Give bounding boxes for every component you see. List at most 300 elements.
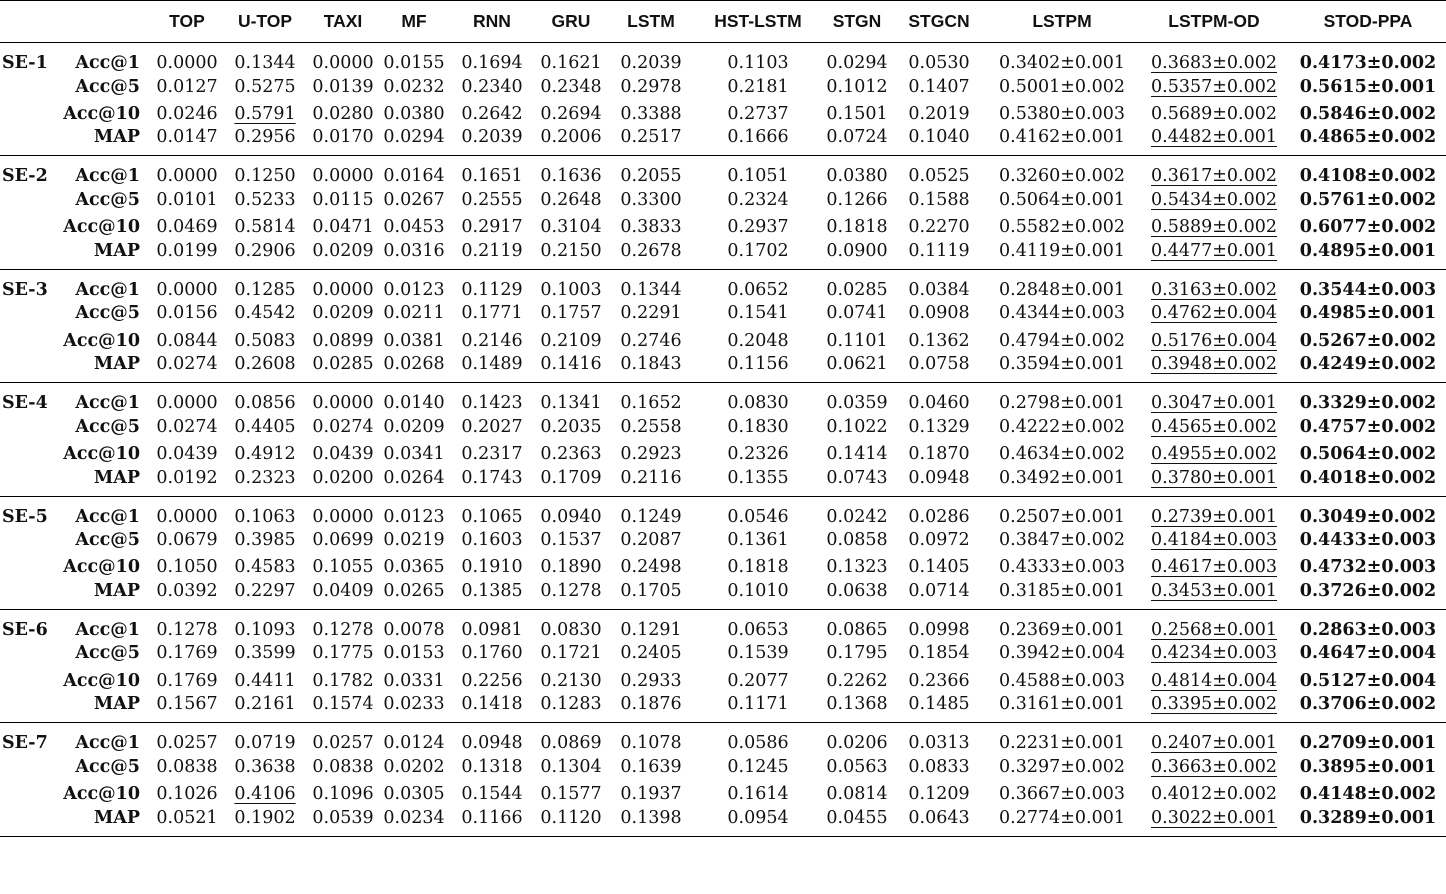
cell-value: 0.1757: [540, 303, 602, 324]
column-header: [0, 1, 60, 43]
table-cell: [308, 269, 378, 300]
group-label: SE-4: [2, 393, 48, 414]
cell-value: 0.4565±0.002: [1151, 416, 1277, 437]
table-cell: [608, 753, 694, 780]
table-row: [0, 354, 1446, 383]
table-cell: [378, 413, 450, 440]
table-cell: [152, 527, 222, 554]
table-row: [0, 43, 1446, 74]
table-cell: [222, 327, 308, 354]
cell-value: 0.0305: [383, 784, 445, 805]
cell-value: 0.0206: [826, 733, 888, 754]
table-cell: [378, 269, 450, 300]
cell-value: 0.5127±0.004: [1299, 670, 1437, 691]
table-cell: [822, 694, 892, 723]
table-cell: [378, 73, 450, 100]
table-cell: [986, 527, 1138, 554]
cell-value: 0.1743: [461, 467, 523, 488]
table-cell: [534, 241, 608, 270]
table-cell: [152, 667, 222, 694]
table-cell: [608, 327, 694, 354]
table-cell: [892, 127, 986, 156]
table-cell: [694, 527, 822, 554]
cell-value: 0.2161: [234, 694, 296, 715]
table-cell: [152, 100, 222, 127]
cell-value: 0.4865±0.002: [1299, 127, 1437, 148]
table-cell: [378, 723, 450, 754]
table-cell: [450, 640, 534, 667]
cell-value: 0.0460: [908, 393, 970, 414]
table-cell: [694, 413, 822, 440]
cell-value: 0.0078: [383, 619, 445, 640]
table-cell: [534, 43, 608, 74]
cell-value: 0.2035: [540, 416, 602, 437]
table-cell: [1138, 667, 1290, 694]
table-cell: [308, 156, 378, 187]
cell-value: 0.2746: [620, 330, 682, 351]
cell-value: 0.0981: [461, 619, 523, 640]
table-row: [0, 554, 1446, 581]
cell-value: 0.0814: [826, 784, 888, 805]
table-row: [0, 383, 1446, 414]
cell-value: 0.5275: [234, 76, 296, 97]
table-cell: [378, 496, 450, 527]
cell-value: 0.1574: [312, 694, 374, 715]
cell-value: 0.2317: [461, 443, 523, 464]
table-cell: [534, 73, 608, 100]
table-cell: [1290, 667, 1446, 694]
cell-value: 0.2146: [461, 330, 523, 351]
cell-value: 0.0856: [234, 393, 296, 414]
table-cell: [986, 554, 1138, 581]
table-cell: [534, 667, 608, 694]
group-label: [0, 554, 60, 581]
cell-value: 0.5176±0.004: [1151, 330, 1277, 351]
table-cell: [892, 327, 986, 354]
table-cell: [308, 43, 378, 74]
table-cell: [534, 354, 608, 383]
table-cell: [822, 581, 892, 610]
table-cell: [986, 241, 1138, 270]
cell-value: 0.2006: [540, 127, 602, 148]
table-cell: [222, 43, 308, 74]
table-cell: [534, 186, 608, 213]
table-cell: [222, 780, 308, 807]
cell-value: 0.1830: [727, 416, 789, 437]
cell-value: 0.0124: [383, 733, 445, 754]
table-cell: [308, 354, 378, 383]
table-cell: [152, 440, 222, 467]
cell-value: 0.1636: [540, 166, 602, 187]
table-cell: [608, 354, 694, 383]
cell-value: 0.3895±0.001: [1299, 756, 1437, 777]
cell-value: 0.0719: [234, 733, 296, 754]
cell-value: 0.3985: [234, 530, 296, 551]
table-cell: [694, 468, 822, 497]
cell-value: 0.0000: [156, 53, 218, 73]
cell-value: 0.2039: [620, 53, 682, 73]
group-label: [0, 753, 60, 780]
table-cell: [378, 440, 450, 467]
cell-value: 0.0380: [826, 166, 888, 187]
table-cell: [1138, 753, 1290, 780]
metric-label: MAP: [93, 127, 140, 148]
table-cell: [450, 214, 534, 241]
cell-value: 0.3329±0.002: [1299, 393, 1437, 414]
cell-value: 0.0000: [312, 279, 374, 300]
cell-value: 0.1093: [234, 619, 296, 640]
table-cell: [308, 640, 378, 667]
group-label: SE-2: [2, 166, 48, 187]
table-cell: [694, 440, 822, 467]
table-cell: [694, 156, 822, 187]
cell-value: 0.3185±0.001: [999, 580, 1125, 601]
cell-value: 0.0285: [312, 354, 374, 375]
cell-value: 0.1385: [461, 580, 523, 601]
metric-label: Acc@1: [75, 506, 140, 527]
cell-value: 0.2027: [461, 416, 523, 437]
cell-value: 0.1651: [461, 166, 523, 187]
table-cell: [892, 214, 986, 241]
table-cell: [822, 496, 892, 527]
cell-value: 0.1010: [727, 580, 789, 601]
table-cell: [892, 100, 986, 127]
cell-value: 0.2648: [540, 189, 602, 210]
cell-value: 0.0530: [908, 53, 970, 73]
table-cell: [1138, 780, 1290, 807]
table-cell: [308, 581, 378, 610]
metric-label: MAP: [93, 694, 140, 715]
table-cell: [986, 127, 1138, 156]
table-cell: [222, 694, 308, 723]
table-cell: [608, 43, 694, 74]
table-cell: [308, 468, 378, 497]
group-label: [0, 440, 60, 467]
cell-value: 0.4647±0.004: [1299, 643, 1437, 664]
cell-value: 0.2326: [727, 443, 789, 464]
table-cell: [1138, 609, 1290, 640]
table-cell: [308, 554, 378, 581]
cell-value: 0.0285: [826, 279, 888, 300]
column-header: STOD-PPA: [1323, 11, 1413, 31]
table-row: [0, 667, 1446, 694]
cell-value: 0.3402±0.001: [999, 53, 1125, 73]
cell-value: 0.1588: [908, 189, 970, 210]
table-cell: [450, 723, 534, 754]
table-cell: [1290, 127, 1446, 156]
table-cell: [534, 413, 608, 440]
table-cell: [378, 100, 450, 127]
cell-value: 0.5615±0.001: [1299, 76, 1437, 97]
cell-value: 0.0838: [156, 756, 218, 777]
table-cell: [308, 440, 378, 467]
table-row: [0, 440, 1446, 467]
cell-value: 0.2116: [620, 467, 682, 488]
cell-value: 0.5380±0.003: [999, 103, 1125, 124]
cell-value: 0.0209: [312, 303, 374, 324]
cell-value: 0.4617±0.003: [1151, 557, 1277, 578]
cell-value: 0.0638: [826, 580, 888, 601]
table-cell: [308, 241, 378, 270]
cell-value: 0.1666: [727, 127, 789, 148]
cell-value: 0.0833: [908, 756, 970, 777]
cell-value: 0.4012±0.002: [1151, 784, 1277, 805]
cell-value: 0.1249: [620, 506, 682, 527]
cell-value: 0.2498: [620, 557, 682, 578]
metric-label: Acc@5: [75, 303, 140, 324]
table-cell: [378, 127, 450, 156]
table-cell: [608, 100, 694, 127]
cell-value: 0.0869: [540, 733, 602, 754]
table-row: [0, 527, 1446, 554]
table-row: [0, 496, 1446, 527]
table-cell: [986, 468, 1138, 497]
cell-value: 0.1266: [826, 189, 888, 210]
table-cell: [608, 413, 694, 440]
cell-value: 0.2231±0.001: [999, 733, 1125, 754]
cell-value: 0.0257: [312, 733, 374, 754]
table-cell: [1290, 413, 1446, 440]
group-label: [0, 667, 60, 694]
cell-value: 0.4814±0.004: [1151, 670, 1277, 691]
metric-label: Acc@5: [75, 76, 140, 97]
group-label: [0, 214, 60, 241]
cell-value: 0.0699: [312, 530, 374, 551]
cell-value: 0.3638: [234, 756, 296, 777]
table-cell: [378, 214, 450, 241]
cell-value: 0.1103: [727, 53, 789, 73]
cell-value: 0.2087: [620, 530, 682, 551]
metric-label: Acc@10: [63, 330, 140, 351]
table-cell: [152, 780, 222, 807]
table-row: [0, 808, 1446, 837]
cell-value: 0.0621: [826, 354, 888, 375]
cell-value: 0.0164: [383, 166, 445, 187]
cell-value: 0.0858: [826, 530, 888, 551]
cell-value: 0.1694: [461, 53, 523, 73]
cell-value: 0.0998: [908, 619, 970, 640]
table-cell: [534, 780, 608, 807]
group-label: SE-6: [2, 619, 48, 640]
cell-value: 0.1278: [156, 619, 218, 640]
table-cell: [1138, 100, 1290, 127]
table-row: [0, 413, 1446, 440]
table-cell: [986, 413, 1138, 440]
cell-value: 0.2077: [727, 670, 789, 691]
table-cell: [608, 440, 694, 467]
cell-value: 0.2694: [540, 103, 602, 124]
table-cell: [152, 186, 222, 213]
table-cell: [450, 609, 534, 640]
table-cell: [1138, 554, 1290, 581]
table-cell: [450, 753, 534, 780]
cell-value: 0.0341: [383, 443, 445, 464]
table-cell: [450, 667, 534, 694]
cell-value: 0.2558: [620, 416, 682, 437]
cell-value: 0.0652: [727, 279, 789, 300]
table-cell: [822, 753, 892, 780]
table-cell: [822, 667, 892, 694]
cell-value: 0.0313: [908, 733, 970, 754]
table-cell: [450, 468, 534, 497]
table-cell: [222, 667, 308, 694]
cell-value: 0.2150: [540, 240, 602, 261]
table-cell: [534, 269, 608, 300]
group-label: [0, 241, 60, 270]
table-cell: [1290, 554, 1446, 581]
cell-value: 0.3395±0.002: [1151, 694, 1277, 715]
cell-value: 0.1278: [540, 580, 602, 601]
table-row: [0, 127, 1446, 156]
cell-value: 0.0274: [312, 416, 374, 437]
cell-value: 0.2405: [620, 643, 682, 664]
table-cell: [534, 440, 608, 467]
table-row: [0, 327, 1446, 354]
cell-value: 0.4405: [234, 416, 296, 437]
metric-label: Acc@10: [63, 103, 140, 124]
cell-value: 0.4482±0.001: [1151, 127, 1277, 148]
table-cell: [822, 241, 892, 270]
cell-value: 0.1854: [908, 643, 970, 664]
cell-value: 0.0123: [383, 279, 445, 300]
table-cell: [822, 554, 892, 581]
cell-value: 0.0844: [156, 330, 218, 351]
group-label: [0, 354, 60, 383]
cell-value: 0.0000: [156, 166, 218, 187]
table-cell: [1290, 100, 1446, 127]
table-cell: [450, 73, 534, 100]
table-cell: [608, 723, 694, 754]
table-cell: [152, 43, 222, 74]
table-body: [0, 43, 1446, 837]
cell-value: 0.2130: [540, 670, 602, 691]
cell-value: 0.0233: [383, 694, 445, 715]
table-cell: [222, 156, 308, 187]
table-cell: [892, 753, 986, 780]
table-cell: [892, 186, 986, 213]
table-cell: [892, 269, 986, 300]
cell-value: 0.1362: [908, 330, 970, 351]
table-cell: [222, 808, 308, 837]
table-cell: [222, 640, 308, 667]
table-cell: [450, 527, 534, 554]
table-cell: [152, 581, 222, 610]
column-header: RNN: [473, 11, 511, 31]
table-cell: [822, 43, 892, 74]
table-cell: [152, 73, 222, 100]
table-cell: [1138, 496, 1290, 527]
table-cell: [450, 127, 534, 156]
cell-value: 0.1782: [312, 670, 374, 691]
cell-value: 0.4433±0.003: [1299, 530, 1437, 551]
table-cell: [694, 753, 822, 780]
cell-value: 0.1876: [620, 694, 682, 715]
table-cell: [378, 186, 450, 213]
table-cell: [892, 581, 986, 610]
cell-value: 0.5582±0.002: [999, 217, 1125, 238]
column-header: U-TOP: [237, 11, 293, 31]
cell-value: 0.1250: [234, 166, 296, 187]
table-cell: [694, 780, 822, 807]
cell-value: 0.4634±0.002: [999, 443, 1125, 464]
cell-value: 0.0156: [156, 303, 218, 324]
table-cell: [822, 383, 892, 414]
cell-value: 0.1567: [156, 694, 218, 715]
cell-value: 0.0000: [312, 166, 374, 187]
table-cell: [1290, 186, 1446, 213]
table-cell: [1138, 383, 1290, 414]
group-label: [0, 468, 60, 497]
table-cell: [534, 327, 608, 354]
table-cell: [308, 694, 378, 723]
table-cell: [986, 354, 1138, 383]
cell-value: 0.1423: [461, 393, 523, 414]
table-cell: [534, 214, 608, 241]
table-cell: [152, 640, 222, 667]
cell-value: 0.3706±0.002: [1299, 694, 1437, 715]
table-cell: [534, 300, 608, 327]
table-cell: [822, 300, 892, 327]
cell-value: 0.5791: [234, 103, 296, 124]
table-cell: [1290, 753, 1446, 780]
cell-value: 0.4732±0.003: [1299, 557, 1437, 578]
table-cell: [1138, 694, 1290, 723]
cell-value: 0.2369±0.001: [999, 619, 1125, 640]
cell-value: 0.0331: [383, 670, 445, 691]
cell-value: 0.2324: [727, 189, 789, 210]
table-cell: [308, 413, 378, 440]
cell-value: 0.0439: [312, 443, 374, 464]
table-cell: [694, 667, 822, 694]
cell-value: 0.5083: [234, 330, 296, 351]
table-cell: [1138, 186, 1290, 213]
cell-value: 0.3948±0.002: [1151, 354, 1277, 375]
cell-value: 0.4344±0.003: [999, 303, 1125, 324]
cell-value: 0.1795: [826, 643, 888, 664]
cell-value: 0.2739±0.001: [1151, 506, 1277, 527]
table-cell: [892, 808, 986, 837]
table-cell: [694, 327, 822, 354]
cell-value: 0.4119±0.001: [999, 240, 1125, 261]
header-row: [0, 1, 1446, 43]
cell-value: 0.2863±0.003: [1299, 619, 1437, 640]
cell-value: 0.2555: [461, 189, 523, 210]
table-cell: [152, 156, 222, 187]
table-cell: [450, 241, 534, 270]
table-row: [0, 156, 1446, 187]
cell-value: 0.1407: [908, 76, 970, 97]
cell-value: 0.2507±0.001: [999, 506, 1125, 527]
table-cell: [152, 354, 222, 383]
cell-value: 0.0586: [727, 733, 789, 754]
table-cell: [608, 609, 694, 640]
table-cell: [222, 440, 308, 467]
cell-value: 0.4173±0.002: [1299, 53, 1437, 73]
table-cell: [1290, 694, 1446, 723]
cell-value: 0.2956: [234, 127, 296, 148]
table-cell: [308, 327, 378, 354]
table-cell: [534, 753, 608, 780]
table-cell: [892, 527, 986, 554]
cell-value: 0.1285: [234, 279, 296, 300]
cell-value: 0.3726±0.002: [1299, 580, 1437, 601]
table-cell: [1138, 640, 1290, 667]
cell-value: 0.1398: [620, 807, 682, 828]
table-cell: [694, 694, 822, 723]
table-cell: [222, 100, 308, 127]
cell-value: 0.4955±0.002: [1151, 443, 1277, 464]
table-row: [0, 100, 1446, 127]
